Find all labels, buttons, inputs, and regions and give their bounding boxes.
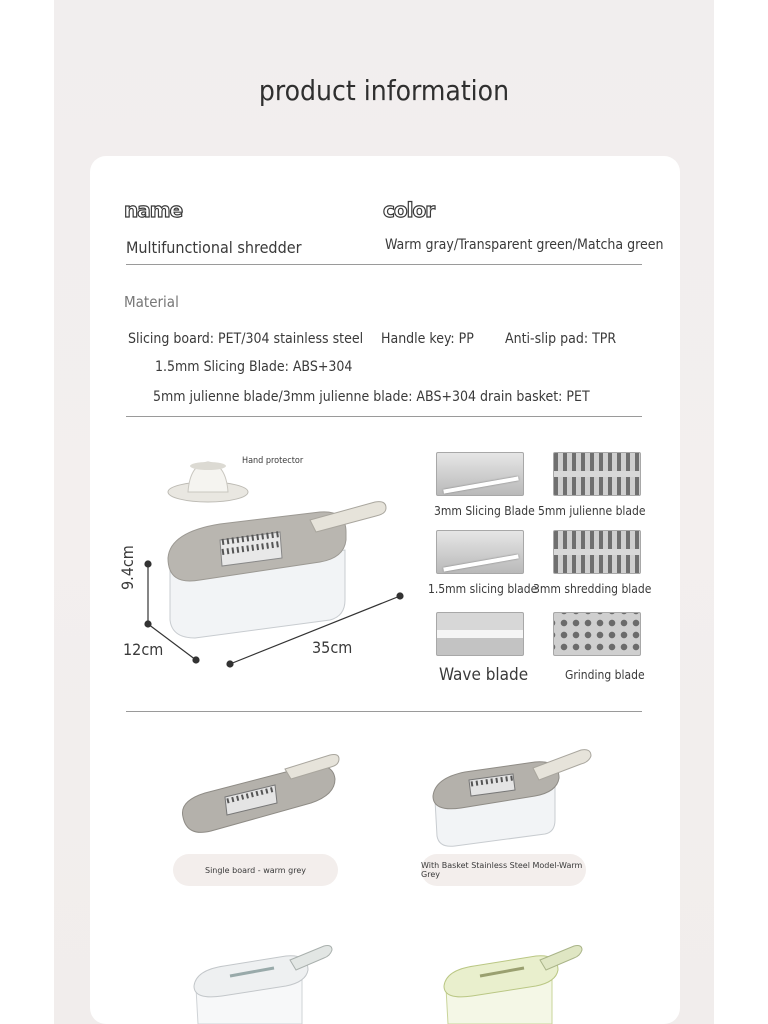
blade-label: 3mm Slicing Blade [434, 504, 535, 518]
color-value: Warm gray/Transparent green/Matcha green [385, 237, 664, 253]
height-label: 9.4cm [118, 545, 137, 590]
model-single-pill[interactable] [173, 854, 338, 886]
width-label: 12cm [123, 640, 164, 659]
transparent-model-image [190, 938, 340, 1024]
blade-label: 3mm shredding blade [533, 582, 652, 596]
divider [126, 416, 642, 417]
material-label: Material [124, 293, 179, 311]
single-board-image [175, 745, 345, 840]
shredder-basket-icon [168, 502, 386, 638]
material-line: Slicing board: PET/304 stainless steel [128, 331, 364, 347]
material-line: Anti-slip pad: TPR [505, 331, 617, 347]
model-basket-pill[interactable] [421, 854, 586, 886]
blade-label: 1.5mm slicing blade [428, 582, 538, 596]
wave-blade-icon [436, 612, 524, 656]
blade-label: 5mm julienne blade [538, 504, 646, 518]
model-single-label: Single board - warm grey [205, 865, 306, 875]
length-label: 35cm [312, 638, 353, 657]
basket-model-image [425, 740, 595, 850]
blade-label: Wave blade [439, 665, 529, 685]
material-line: Handle key: PP [381, 331, 474, 347]
divider [126, 264, 642, 265]
divider [126, 711, 642, 712]
hand-protector-label: Hand protector [242, 456, 304, 466]
grinding-blade-icon [553, 612, 641, 656]
julienne-blade-icon [553, 452, 641, 496]
name-value: Multifunctional shredder [126, 238, 302, 257]
model-basket-label: With Basket Stainless Steel Model-Warm Grey [421, 861, 583, 879]
material-line: 5mm julienne blade/3mm julienne blade: ABS+304 drain basket: PET [153, 389, 590, 405]
shredding-blade-icon [553, 530, 641, 574]
material-line: 1.5mm Slicing Blade: ABS+304 [155, 359, 353, 375]
hand-protector-icon [168, 462, 248, 502]
slicing-blade-icon [436, 452, 524, 496]
blade-label: Grinding blade [565, 668, 645, 682]
name-label: name [124, 198, 183, 222]
slicing-blade-icon [436, 530, 524, 574]
color-label: color [383, 198, 435, 222]
page-title: product information [258, 74, 510, 107]
green-model-image [440, 938, 590, 1024]
